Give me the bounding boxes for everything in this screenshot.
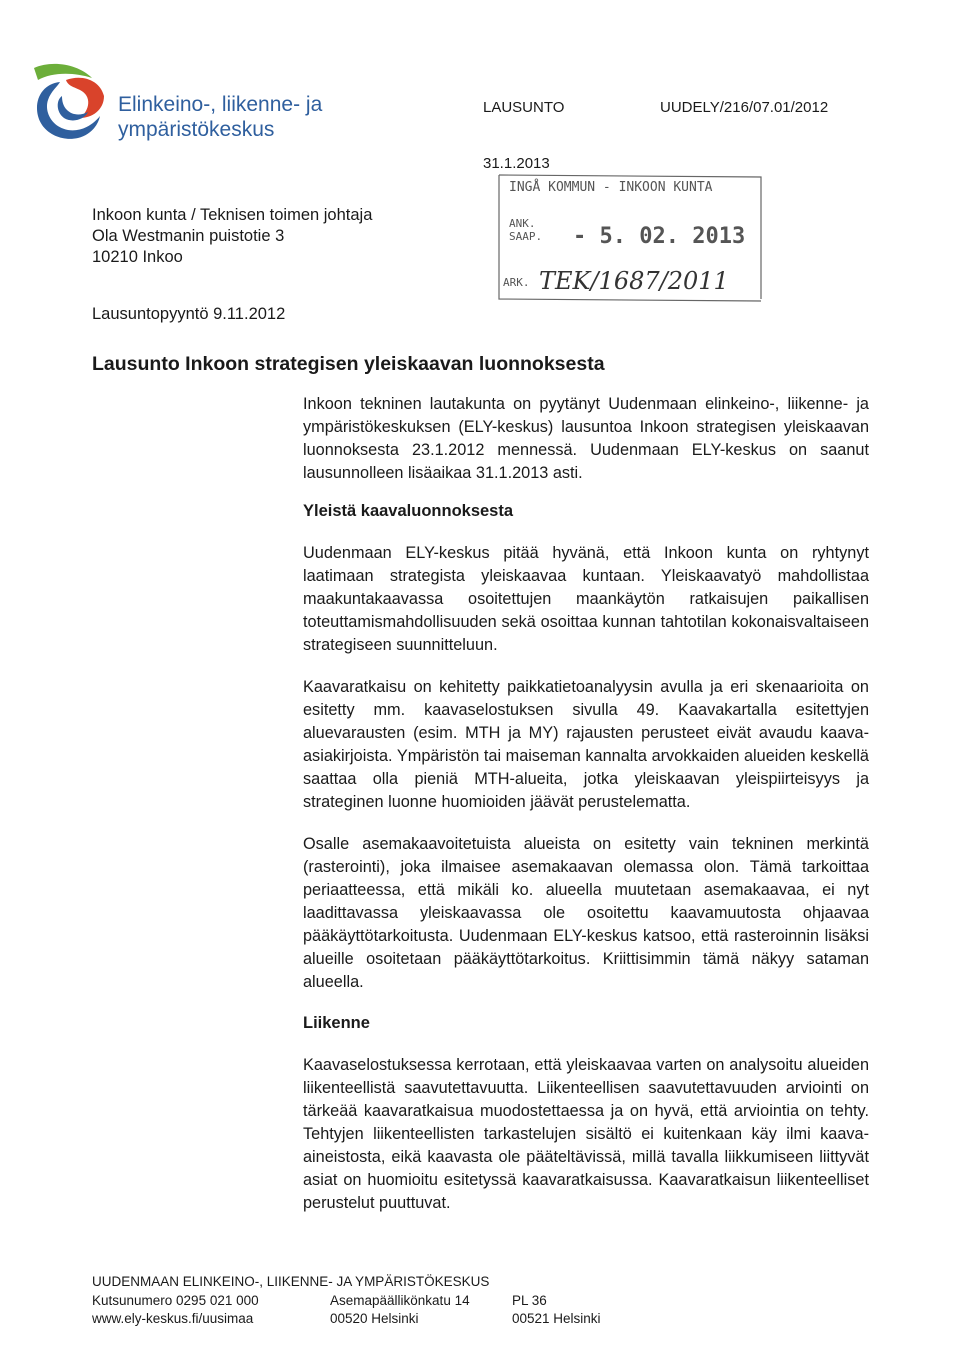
stamp-municipality: INGÅ KOMMUN - INKOON KUNTA: [509, 180, 713, 195]
heading-general: Yleistä kaavaluonnoksesta: [303, 502, 514, 520]
org-name-line2: ympäristökeskus: [118, 118, 275, 141]
stamp-ark-handwritten: TEK/1687/2011: [539, 267, 729, 295]
recipient-address: [92, 205, 372, 268]
logo-green-leaf: [34, 64, 92, 80]
ely-logo: [30, 60, 108, 146]
paragraph-general: Uudenmaan ELY-keskus pitää hyvänä, että Inkoon kunta on ryhtynyt laatimaan strategista yleiskaavaa kuntaan. Yleiskaavatyö mahdollistaa maakuntakaavassa osoitettujen maankäytön ratkaisujen paikallisen toteuttamismahdollisuuden sekä osoittaa kunnan tahtotilan kokonaisvaltaiseen strategiseen suunnitteluun.: [303, 544, 869, 654]
intro-paragraph: Inkoon tekninen lautakunta on pyytänyt Uudenmaan elinkeino-, liikenne- ja ympäristökeskuksen (ELY-keskus) lausuntoa Inkoon strategisen yleiskaavan luonnoksesta 23.1.2012 mennessä. Uudenmaan ELY-keskus on saanut lausunnolleen lisäaikaa 31.1.2013 asti.: [303, 395, 869, 482]
request-reference: Lausuntopyyntö 9.11.2012: [92, 305, 286, 323]
recipient-line1: Inkoon kunta / Teknisen toimen johtaja: [92, 206, 373, 224]
footer-website[interactable]: www.ely-keskus.fi/uusimaa: [92, 1311, 254, 1326]
footer-organization: UUDENMAAN ELINKEINO-, LIIKENNE- JA YMPÄRISTÖKESKUS: [92, 1274, 490, 1289]
organization-name: [118, 92, 322, 142]
stamp-ark-label: ARK.: [503, 276, 530, 289]
org-name-line1: Elinkeino-, liikenne- ja: [118, 93, 323, 116]
stamp-received-date: - 5. 02. 2013: [573, 224, 746, 249]
stamp-ank-label: ANK.: [509, 217, 536, 230]
paragraph-traffic: Kaavaselostuksessa kerrotaan, että yleiskaavaa varten on analysoitu alueiden liikenteellistä saavutettavuutta. Liikenteellisen saavutettavuuden arviointi on tärkeää kaavaratkaisua muodostettaessa ja on hyvä, että arviointia on tehty. Tehtyjen liikenteellisten tarkastelujen sisältö ei kuitenkaan käy ilmi kaava-aineistosta, eikä kaavasta ole pääteltävissä, millä tavalla liikkumiseen liittyvät asiat on huomioitu esitetyssä kaavaratkaisussa. Kaavaratkaisun liikenteelliset perustelut puuttuvat.: [303, 1056, 869, 1212]
document-reference: UUDELY/216/07.01/2012: [660, 99, 829, 116]
recipient-line3: 10210 Inkoo: [92, 248, 183, 266]
footer-pobox-postal: 00521 Helsinki: [512, 1311, 601, 1326]
footer-phone: Kutsunumero 0295 021 000: [92, 1293, 259, 1308]
footer-postal-address: 00520 Helsinki: [330, 1311, 419, 1326]
footer-street-address: Asemapäällikönkatu 14: [330, 1293, 470, 1308]
document-date: 31.1.2013: [483, 155, 550, 172]
footer-pobox: PL 36: [512, 1293, 547, 1308]
stamp-saap-label: SAAP.: [509, 230, 543, 243]
heading-traffic: Liikenne: [303, 1014, 370, 1032]
received-stamp: [497, 171, 763, 303]
document-type: LAUSUNTO: [483, 99, 565, 116]
recipient-line2: Ola Westmanin puistotie 3: [92, 227, 285, 245]
logo-blue-inner: [58, 96, 88, 120]
statement-title: Lausunto Inkoon strategisen yleiskaavan luonnoksesta: [92, 353, 605, 375]
paragraph-zoning: Osalle asemakaavoitetuista alueista on esitetty vain tekninen merkintä (rasterointi), joka ilmaisee asemakaavan olemassa olon. Tämä tarkoittaa periaatteessa, että mikäli ko. alueella muutetaan asemakaavaa, ei nyt laadittavassa yleiskaavassa ole osoitettu kaavamuutosta ohjaavaa pääkäyttötarkoitusta. Uudenmaan ELY-keskus katsoo, että rasteroinnin lisäksi alueille osoitetaan pääkäyttötarkoitus. Kriittisimmin tämä näkyy sataman alueella.: [303, 835, 869, 991]
logo-red-swoosh: [66, 78, 104, 118]
paragraph-scenarios: Kaavaratkaisu on kehitetty paikkatietoanalyysin avulla ja eri skenaarioita on esitetty mm. kaavaselostuksen sivulla 49. Kaavakartalla esitettyjen aluevarausten (esim. MTH ja MY) rajausten perusteet eivät avaudu kaava-asiakirjoista. Ympäristön tai maiseman kannalta arvokkaiden alueiden keskellä saattaa olla pieniä MTH-alueita, jotka yleiskaavan yleispiirteisyys ja strateginen luonne huomioiden jäävät perustelematta.: [303, 678, 869, 811]
